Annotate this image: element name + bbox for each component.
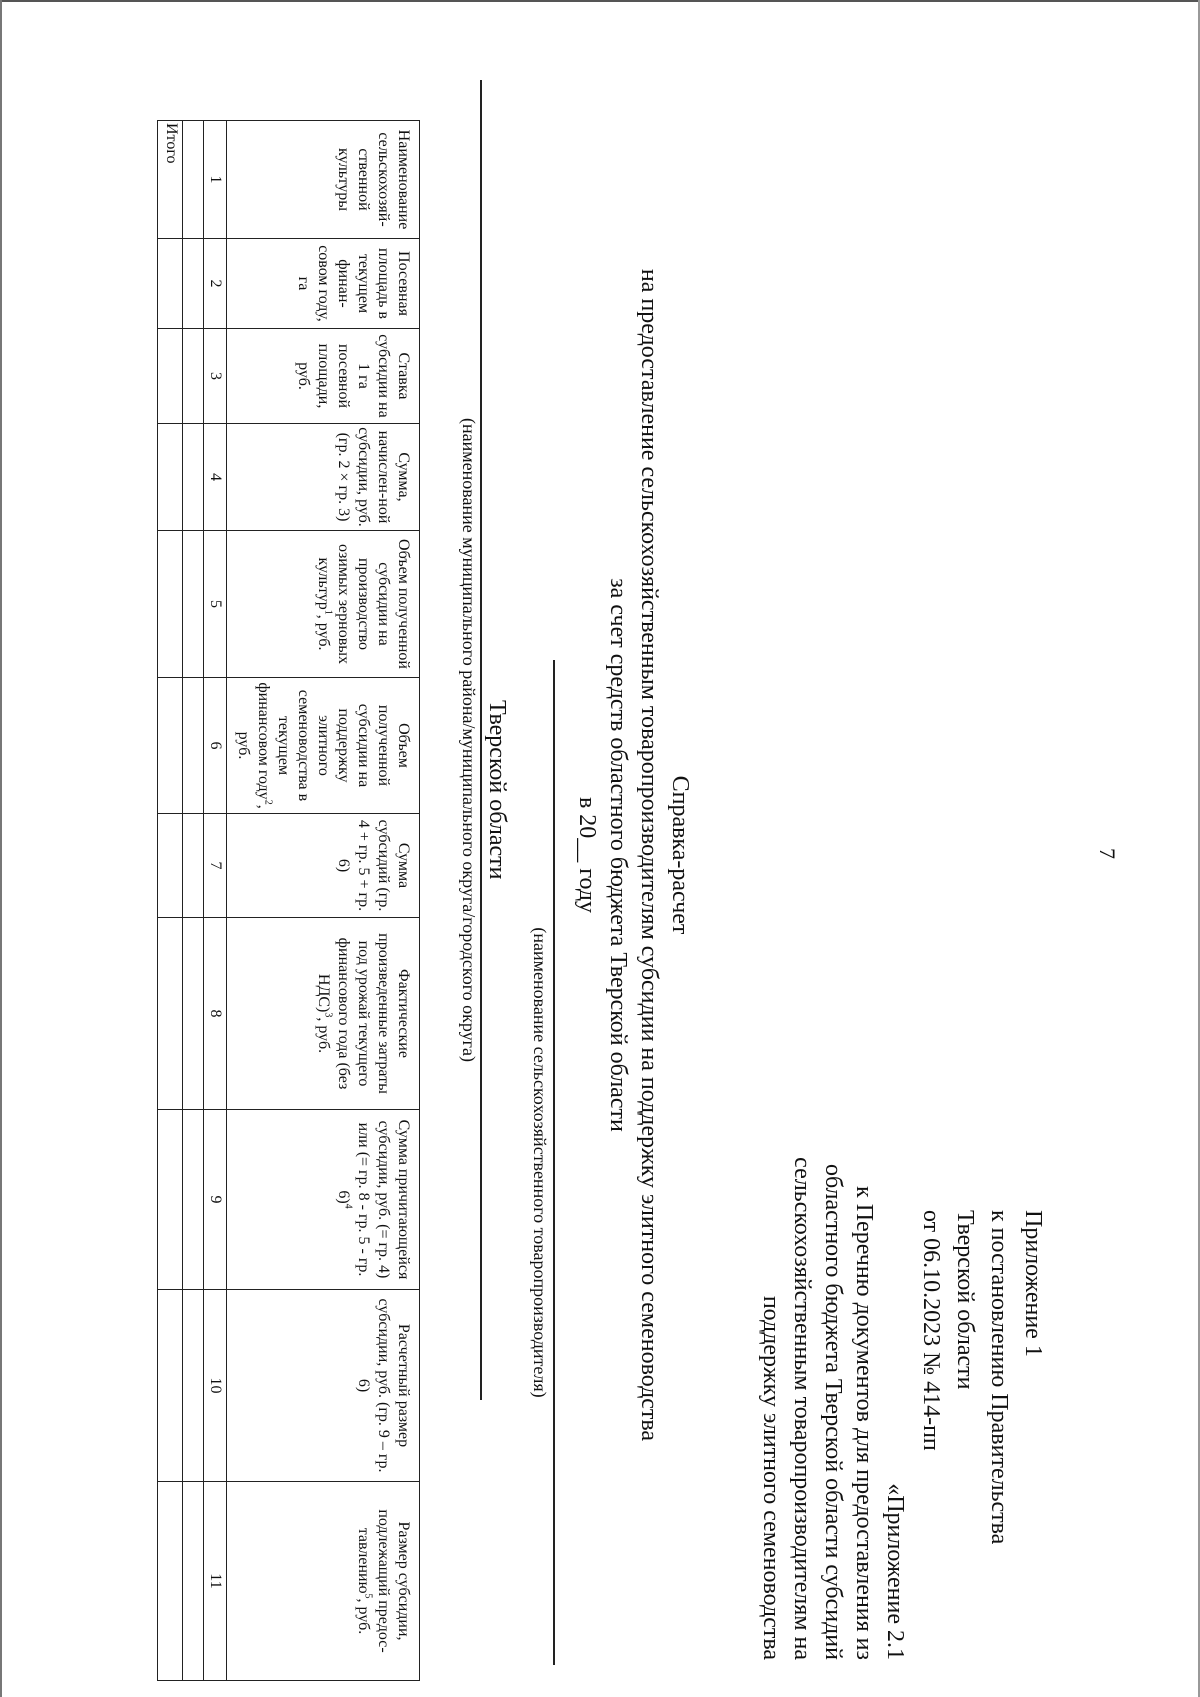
header-cell-text: Объем полученной субсидии на поддержку элитного семеноводства в текущем финансовом году: [255, 682, 412, 802]
empty-cell: [158, 239, 183, 329]
title-line: в 20__ году: [574, 796, 600, 914]
appendix-header: [914, 1210, 1050, 1544]
table-row: [183, 121, 204, 1681]
header-cell: [227, 1290, 420, 1482]
empty-cell: [183, 1290, 204, 1482]
empty-cell: [158, 424, 183, 531]
header-cell-unit: , руб.: [315, 1017, 332, 1054]
column-number-cell: 4: [204, 424, 227, 531]
empty-cell: [158, 918, 183, 1110]
prilozhenie-line: сельскохозяйственным товаропроизводителям на: [789, 1157, 815, 1660]
empty-cell: [158, 1110, 183, 1290]
appendix-line: к постановлению Правительства: [986, 1210, 1012, 1545]
appendix-line: от 06.10.2023 № 414-пп: [918, 1210, 944, 1451]
empty-cell: [183, 329, 204, 424]
table-header-row: [227, 121, 420, 1681]
total-label: Итого: [158, 121, 183, 239]
header-cell-text: Объем полученной субсидии на производство озимых зерновых культур: [315, 539, 412, 669]
prilozhenie-line: поддержку элитного семеноводства: [758, 1295, 784, 1660]
footnote-mark: 2: [262, 799, 274, 805]
empty-cell: [158, 1482, 183, 1681]
empty-cell: [183, 121, 204, 239]
footnote-mark: 4: [342, 1203, 354, 1209]
prilozhenie-line: к Перечню документов для предоставления из: [851, 1186, 877, 1660]
header-cell: [227, 121, 420, 239]
empty-cell: [158, 531, 183, 678]
producer-caption: (наименование сельскохозяйственного товаропроизводителя): [530, 927, 550, 1398]
header-cell: [227, 424, 420, 531]
header-cell-text: Расчетный размер субсидии, руб. (гр. 9 – гр. 6): [355, 1298, 412, 1473]
subsidy-calc-table: [157, 120, 420, 1681]
header-cell: [227, 814, 420, 918]
header-cell-unit: , руб.: [235, 731, 272, 809]
empty-cell: [183, 814, 204, 918]
empty-cell: [183, 1482, 204, 1681]
empty-cell: [158, 678, 183, 814]
prilozhenie-header: [755, 1060, 910, 1660]
column-number-cell: 3: [204, 329, 227, 424]
header-cell-text: Наименование сельскохозяй-ственной культуры: [335, 129, 412, 230]
prilozhenie-line: областного бюджета Тверской области субсидий: [820, 1163, 846, 1660]
header-cell: [227, 1482, 420, 1681]
header-cell: [227, 1110, 420, 1290]
header-cell-unit: , руб.: [355, 1598, 372, 1635]
header-cell-text: Фактические произведенные затраты под урожай текущего финансового года (без НДС): [315, 933, 412, 1094]
header-cell: [227, 678, 420, 814]
header-cell-text: Размер субсидии, подлежащий предос-тавлению: [355, 1509, 412, 1653]
column-number-cell: 7: [204, 814, 227, 918]
empty-cell: [183, 239, 204, 329]
footnote-mark: 3: [322, 1012, 334, 1018]
prilozhenie-line: «Приложение 2.1: [882, 1483, 908, 1660]
column-number-cell: 6: [204, 678, 227, 814]
column-number-cell: 11: [204, 1482, 227, 1681]
municipality-name-line: [481, 80, 483, 1400]
header-cell-text: Сумма субсидий (гр. 4 + гр. 5 + гр. 6): [335, 819, 412, 912]
column-number-cell: 5: [204, 531, 227, 678]
empty-cell: [158, 1290, 183, 1482]
column-number-cell: 1: [204, 121, 227, 239]
empty-cell: [183, 678, 204, 814]
appendix-line: Приложение 1: [1020, 1210, 1046, 1357]
empty-cell: [158, 329, 183, 424]
header-cell-text: Сумма, начислен-ной субсидии, руб. (гр. 2 × гр. 3): [335, 427, 412, 527]
column-number-cell: 10: [204, 1290, 227, 1482]
empty-cell: [183, 531, 204, 678]
header-cell-text: Ставка субсидии на 1 га посевной площади, руб.: [295, 334, 412, 418]
appendix-line: Тверской области: [952, 1210, 978, 1390]
page-number: 7: [1095, 848, 1120, 859]
footnote-mark: 1: [322, 609, 334, 615]
region-label: Тверской области: [484, 700, 510, 880]
empty-cell: [183, 1110, 204, 1290]
header-cell: [227, 918, 420, 1110]
column-number-cell: 8: [204, 918, 227, 1110]
header-cell-unit: , руб.: [315, 614, 332, 651]
title-line: Справка-расчет: [667, 775, 693, 935]
header-cell: [227, 239, 420, 329]
header-cell-text: Посевная площадь в текущем финан-совом году, га: [295, 245, 412, 322]
column-number-cell: 9: [204, 1110, 227, 1290]
header-cell-text: Сумма причитающейся субсидии, руб. (= гр. 4) или (= гр. 8 - гр. 5 - гр. 6): [335, 1119, 412, 1280]
header-cell: [227, 531, 420, 678]
column-number-cell: 2: [204, 239, 227, 329]
title-line: за счет средств областного бюджета Тверской области: [605, 578, 631, 1132]
municipality-caption: (наименование муниципального района/муниципального округа/городского округа): [459, 417, 479, 1063]
header-cell: [227, 329, 420, 424]
empty-cell: [183, 424, 204, 531]
column-number-row: [204, 121, 227, 1681]
title-line: на предоставление сельскохозяйственным товаропроизводителям субсидии на поддержку элитного семеноводства: [636, 268, 662, 1442]
total-row: [158, 121, 183, 1681]
document-title: [571, 230, 695, 1480]
empty-cell: [158, 814, 183, 918]
empty-cell: [183, 918, 204, 1110]
footnote-mark: 5: [362, 1593, 374, 1599]
producer-name-line: [554, 660, 556, 1665]
